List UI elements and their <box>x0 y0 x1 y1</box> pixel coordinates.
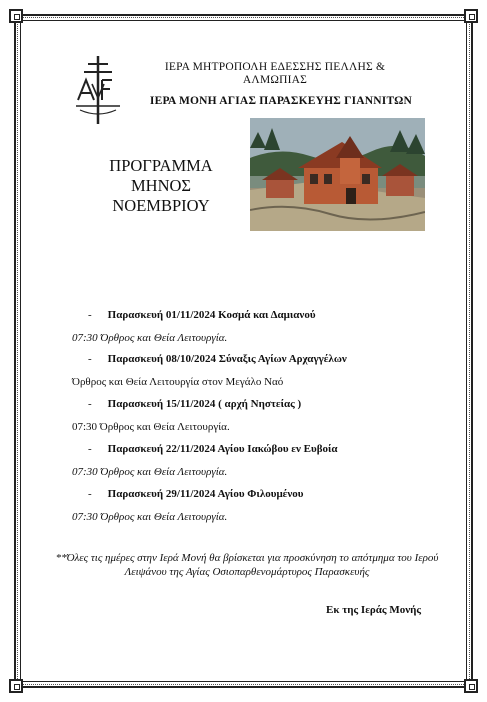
monastery-heading: ΙΕΡΑ ΜΟΝΗ ΑΓΙΑΣ ΠΑΡΑΣΚΕΥΗΣ ΓΙΑΝΝΙΤΩΝ <box>149 95 413 107</box>
relic-note: **Όλες τις ημέρες στην Ιερά Μονή θα βρίσκεται για προσκύνηση το απότμημα του Ιερού Λειψάνου της Αγίας Οσιοπαρθενομάρτυρος Παρασκευής <box>55 552 439 578</box>
program-title: ΠΡΟΓΡΑΜΜΑ ΜΗΝΟΣ ΝΟΕΜΒΡΙΟΥ <box>109 156 213 215</box>
corner-ornament <box>464 9 478 23</box>
monastery-logo <box>72 54 124 126</box>
entry-title: - Παρασκευή 08/10/2024 Σύναξις Αγίων Αρχαγγέλων <box>88 353 347 365</box>
entry-detail: 07:30 Όρθρος και Θεία Λειτουργία. <box>72 466 228 478</box>
corner-ornament <box>9 9 23 23</box>
entry-detail: 07:30 Όρθρος και Θεία Λειτουργία. <box>72 421 230 433</box>
entry-title: - Παρασκευή 15/11/2024 ( αρχή Νηστείας ) <box>88 398 302 410</box>
signature: Εκ της Ιεράς Μονής <box>326 604 421 616</box>
entry-title: - Παρασκευή 22/11/2024 Αγίου Ιακώβου εν Ευβοία <box>88 443 338 455</box>
entry-detail: 07:30 Όρθρος και Θεία Λειτουργία. <box>72 511 228 523</box>
entry-detail: 07:30 Όρθρος και Θεία Λειτουργία. <box>72 332 228 344</box>
metropolis-heading: ΙΕΡΑ ΜΗΤΡΟΠΟΛΗ ΕΔΕΣΣΗΣ ΠΕΛΛΗΣ & ΑΛΜΩΠΙΑΣ <box>164 61 386 86</box>
entry-title: - Παρασκευή 29/11/2024 Αγίου Φιλουμένου <box>88 488 304 500</box>
corner-ornament <box>464 679 478 693</box>
monastery-painting <box>250 118 425 231</box>
entry-detail: Όρθρος και Θεία Λειτουργία στον Μεγάλο Ναό <box>72 376 284 388</box>
corner-ornament <box>9 679 23 693</box>
entry-title: - Παρασκευή 01/11/2024 Κοσμά και Δαμιανού <box>88 309 316 321</box>
